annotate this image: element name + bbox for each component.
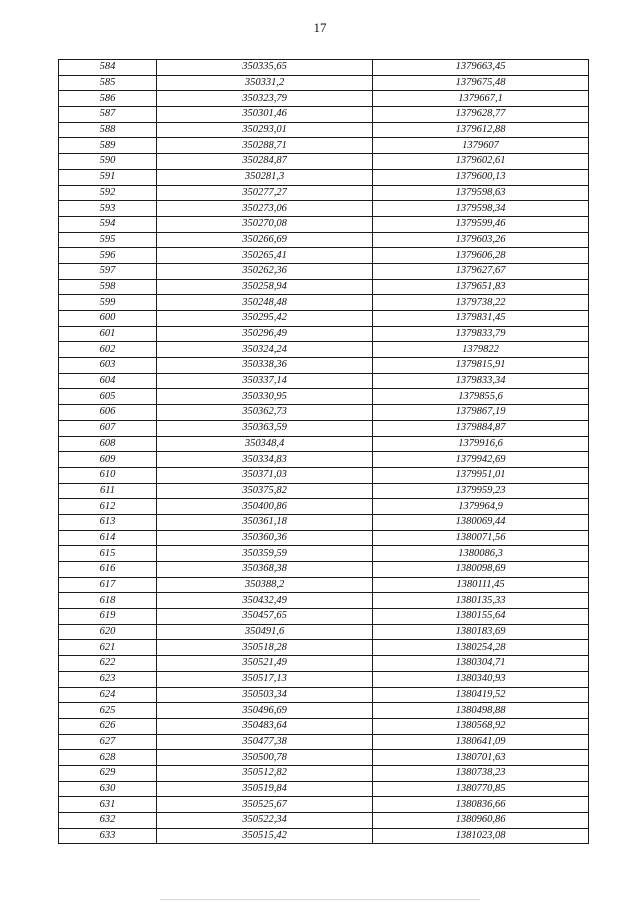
y-coordinate-cell: 1379738,22 (373, 295, 589, 311)
point-number-cell: 607 (59, 420, 157, 436)
x-coordinate-cell: 350270,08 (157, 216, 373, 232)
y-coordinate-cell: 1380086,3 (373, 546, 589, 562)
y-coordinate-cell: 1379916,6 (373, 436, 589, 452)
point-number-cell: 619 (59, 609, 157, 625)
table-row (59, 326, 589, 342)
y-coordinate-cell: 1380183,69 (373, 624, 589, 640)
table-row (59, 405, 589, 421)
table-row (59, 154, 589, 170)
y-coordinate-cell: 1380135,33 (373, 593, 589, 609)
table-row (59, 499, 589, 515)
x-coordinate-cell: 350266,69 (157, 232, 373, 248)
x-coordinate-cell: 350323,79 (157, 91, 373, 107)
y-coordinate-cell: 1379951,01 (373, 467, 589, 483)
y-coordinate-cell: 1380701,63 (373, 750, 589, 766)
y-coordinate-cell: 1379815,91 (373, 358, 589, 374)
x-coordinate-cell: 350359,59 (157, 546, 373, 562)
point-number-cell: 628 (59, 750, 157, 766)
x-coordinate-cell: 350457,65 (157, 609, 373, 625)
point-number-cell: 585 (59, 75, 157, 91)
table-row (59, 593, 589, 609)
table-row (59, 91, 589, 107)
point-number-cell: 625 (59, 703, 157, 719)
y-coordinate-cell: 1380498,88 (373, 703, 589, 719)
y-coordinate-cell: 1380641,09 (373, 734, 589, 750)
table-row (59, 169, 589, 185)
y-coordinate-cell: 1380568,92 (373, 718, 589, 734)
x-coordinate-cell: 350503,34 (157, 687, 373, 703)
point-number-cell: 629 (59, 765, 157, 781)
point-number-cell: 633 (59, 828, 157, 844)
table-row (59, 671, 589, 687)
table-row (59, 373, 589, 389)
table-row (59, 122, 589, 138)
x-coordinate-cell: 350265,41 (157, 248, 373, 264)
x-coordinate-cell: 350517,13 (157, 671, 373, 687)
x-coordinate-cell: 350477,38 (157, 734, 373, 750)
point-number-cell: 630 (59, 781, 157, 797)
y-coordinate-cell: 1380111,45 (373, 577, 589, 593)
x-coordinate-cell: 350295,42 (157, 311, 373, 327)
point-number-cell: 601 (59, 326, 157, 342)
x-coordinate-cell: 350375,82 (157, 483, 373, 499)
y-coordinate-cell: 1379831,45 (373, 311, 589, 327)
coordinates-table (58, 59, 589, 844)
y-coordinate-cell: 1379867,19 (373, 405, 589, 421)
table-row (59, 467, 589, 483)
point-number-cell: 597 (59, 263, 157, 279)
table-row (59, 279, 589, 295)
table-row (59, 185, 589, 201)
y-coordinate-cell: 1379598,63 (373, 185, 589, 201)
y-coordinate-cell: 1379612,88 (373, 122, 589, 138)
table-row (59, 781, 589, 797)
y-coordinate-cell: 1379602,61 (373, 154, 589, 170)
y-coordinate-cell: 1380098,69 (373, 562, 589, 578)
x-coordinate-cell: 350371,03 (157, 467, 373, 483)
y-coordinate-cell: 1379833,34 (373, 373, 589, 389)
point-number-cell: 603 (59, 358, 157, 374)
table-row (59, 342, 589, 358)
x-coordinate-cell: 350360,36 (157, 530, 373, 546)
x-coordinate-cell: 350258,94 (157, 279, 373, 295)
y-coordinate-cell: 1379833,79 (373, 326, 589, 342)
table-row (59, 75, 589, 91)
point-number-cell: 612 (59, 499, 157, 515)
y-coordinate-cell: 1380836,66 (373, 797, 589, 813)
x-coordinate-cell: 350334,83 (157, 452, 373, 468)
y-coordinate-cell: 1380340,93 (373, 671, 589, 687)
y-coordinate-cell: 1380254,28 (373, 640, 589, 656)
point-number-cell: 605 (59, 389, 157, 405)
y-coordinate-cell: 1379607 (373, 138, 589, 154)
point-number-cell: 611 (59, 483, 157, 499)
y-coordinate-cell: 1379663,45 (373, 60, 589, 76)
y-coordinate-cell: 1380155,64 (373, 609, 589, 625)
table-row (59, 562, 589, 578)
y-coordinate-cell: 1379964,9 (373, 499, 589, 515)
point-number-cell: 626 (59, 718, 157, 734)
x-coordinate-cell: 350337,14 (157, 373, 373, 389)
y-coordinate-cell: 1379603,26 (373, 232, 589, 248)
x-coordinate-cell: 350262,36 (157, 263, 373, 279)
table-row (59, 656, 589, 672)
x-coordinate-cell: 350335,65 (157, 60, 373, 76)
y-coordinate-cell: 1379600,13 (373, 169, 589, 185)
point-number-cell: 600 (59, 311, 157, 327)
table-row (59, 452, 589, 468)
point-number-cell: 631 (59, 797, 157, 813)
x-coordinate-cell: 350284,87 (157, 154, 373, 170)
y-coordinate-cell: 1380770,85 (373, 781, 589, 797)
point-number-cell: 584 (59, 60, 157, 76)
y-coordinate-cell: 1379628,77 (373, 107, 589, 123)
table-row (59, 216, 589, 232)
point-number-cell: 632 (59, 813, 157, 829)
x-coordinate-cell: 350296,49 (157, 326, 373, 342)
y-coordinate-cell: 1379667,1 (373, 91, 589, 107)
point-number-cell: 622 (59, 656, 157, 672)
x-coordinate-cell: 350483,64 (157, 718, 373, 734)
x-coordinate-cell: 350496,69 (157, 703, 373, 719)
x-coordinate-cell: 350324,24 (157, 342, 373, 358)
x-coordinate-cell: 350368,38 (157, 562, 373, 578)
point-number-cell: 614 (59, 530, 157, 546)
x-coordinate-cell: 350363,59 (157, 420, 373, 436)
table-row (59, 577, 589, 593)
x-coordinate-cell: 350388,2 (157, 577, 373, 593)
point-number-cell: 620 (59, 624, 157, 640)
table-row (59, 797, 589, 813)
point-number-cell: 623 (59, 671, 157, 687)
point-number-cell: 621 (59, 640, 157, 656)
x-coordinate-cell: 350330,95 (157, 389, 373, 405)
table-row (59, 201, 589, 217)
table-row (59, 232, 589, 248)
y-coordinate-cell: 1379606,28 (373, 248, 589, 264)
point-number-cell: 613 (59, 514, 157, 530)
x-coordinate-cell: 350400,86 (157, 499, 373, 515)
point-number-cell: 589 (59, 138, 157, 154)
table-row (59, 640, 589, 656)
table-row (59, 750, 589, 766)
table-row (59, 734, 589, 750)
x-coordinate-cell: 350521,49 (157, 656, 373, 672)
x-coordinate-cell: 350301,46 (157, 107, 373, 123)
table-row (59, 813, 589, 829)
y-coordinate-cell: 1380960,86 (373, 813, 589, 829)
point-number-cell: 590 (59, 154, 157, 170)
table-row (59, 514, 589, 530)
x-coordinate-cell: 350331,2 (157, 75, 373, 91)
table-row (59, 358, 589, 374)
bottom-rule (160, 899, 480, 900)
coordinates-table-body (59, 60, 589, 844)
table-row (59, 295, 589, 311)
x-coordinate-cell: 350281,3 (157, 169, 373, 185)
point-number-cell: 627 (59, 734, 157, 750)
y-coordinate-cell: 1379855,6 (373, 389, 589, 405)
y-coordinate-cell: 1379959,23 (373, 483, 589, 499)
point-number-cell: 594 (59, 216, 157, 232)
x-coordinate-cell: 350338,36 (157, 358, 373, 374)
y-coordinate-cell: 1380071,56 (373, 530, 589, 546)
point-number-cell: 624 (59, 687, 157, 703)
y-coordinate-cell: 1379675,48 (373, 75, 589, 91)
table-row (59, 687, 589, 703)
table-row (59, 703, 589, 719)
y-coordinate-cell: 1379822 (373, 342, 589, 358)
point-number-cell: 618 (59, 593, 157, 609)
point-number-cell: 602 (59, 342, 157, 358)
table-row (59, 389, 589, 405)
y-coordinate-cell: 1379942,69 (373, 452, 589, 468)
y-coordinate-cell: 1380738,23 (373, 765, 589, 781)
point-number-cell: 615 (59, 546, 157, 562)
y-coordinate-cell: 1379598,34 (373, 201, 589, 217)
point-number-cell: 609 (59, 452, 157, 468)
point-number-cell: 599 (59, 295, 157, 311)
table-row (59, 107, 589, 123)
point-number-cell: 592 (59, 185, 157, 201)
y-coordinate-cell: 1380304,71 (373, 656, 589, 672)
x-coordinate-cell: 350288,71 (157, 138, 373, 154)
point-number-cell: 586 (59, 91, 157, 107)
x-coordinate-cell: 350515,42 (157, 828, 373, 844)
y-coordinate-cell: 1379651,83 (373, 279, 589, 295)
table-row (59, 263, 589, 279)
x-coordinate-cell: 350500,78 (157, 750, 373, 766)
x-coordinate-cell: 350362,73 (157, 405, 373, 421)
x-coordinate-cell: 350248,48 (157, 295, 373, 311)
point-number-cell: 593 (59, 201, 157, 217)
table-row (59, 483, 589, 499)
x-coordinate-cell: 350277,27 (157, 185, 373, 201)
point-number-cell: 610 (59, 467, 157, 483)
table-row (59, 609, 589, 625)
table-row (59, 138, 589, 154)
y-coordinate-cell: 1379884,87 (373, 420, 589, 436)
x-coordinate-cell: 350273,06 (157, 201, 373, 217)
point-number-cell: 606 (59, 405, 157, 421)
point-number-cell: 616 (59, 562, 157, 578)
table-row (59, 248, 589, 264)
x-coordinate-cell: 350361,18 (157, 514, 373, 530)
y-coordinate-cell: 1380069,44 (373, 514, 589, 530)
table-row (59, 311, 589, 327)
x-coordinate-cell: 350432,49 (157, 593, 373, 609)
table-row (59, 530, 589, 546)
point-number-cell: 595 (59, 232, 157, 248)
point-number-cell: 604 (59, 373, 157, 389)
point-number-cell: 598 (59, 279, 157, 295)
table-row (59, 765, 589, 781)
table-row (59, 828, 589, 844)
table-row (59, 436, 589, 452)
y-coordinate-cell: 1379599,46 (373, 216, 589, 232)
table-row (59, 718, 589, 734)
x-coordinate-cell: 350519,84 (157, 781, 373, 797)
x-coordinate-cell: 350293,01 (157, 122, 373, 138)
table-row (59, 60, 589, 76)
y-coordinate-cell: 1380419,52 (373, 687, 589, 703)
point-number-cell: 617 (59, 577, 157, 593)
point-number-cell: 591 (59, 169, 157, 185)
table-row (59, 546, 589, 562)
x-coordinate-cell: 350525,67 (157, 797, 373, 813)
x-coordinate-cell: 350522,34 (157, 813, 373, 829)
table-row (59, 420, 589, 436)
x-coordinate-cell: 350518,28 (157, 640, 373, 656)
y-coordinate-cell: 1381023,08 (373, 828, 589, 844)
point-number-cell: 587 (59, 107, 157, 123)
x-coordinate-cell: 350512,82 (157, 765, 373, 781)
page-number: 17 (313, 20, 327, 35)
point-number-cell: 596 (59, 248, 157, 264)
x-coordinate-cell: 350491,6 (157, 624, 373, 640)
table-row (59, 624, 589, 640)
point-number-cell: 608 (59, 436, 157, 452)
x-coordinate-cell: 350348,4 (157, 436, 373, 452)
y-coordinate-cell: 1379627,67 (373, 263, 589, 279)
point-number-cell: 588 (59, 122, 157, 138)
